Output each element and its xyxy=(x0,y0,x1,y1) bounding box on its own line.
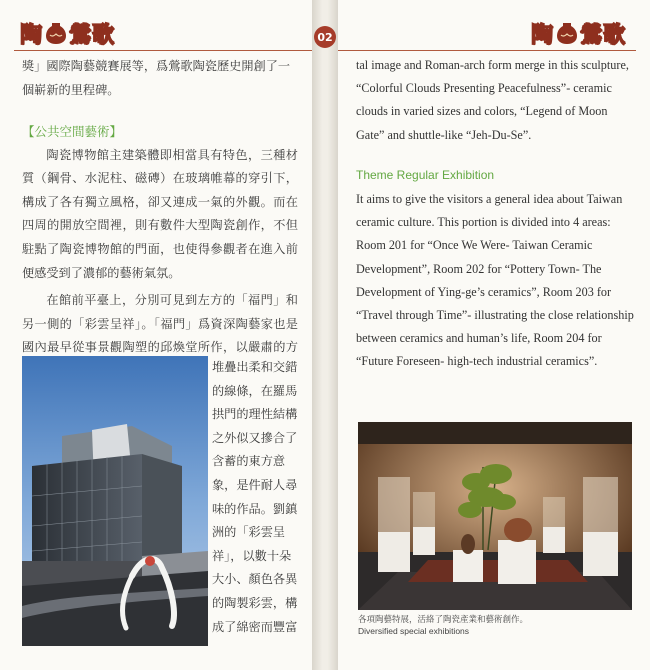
intro-line: 個嶄新的里程碑。 xyxy=(22,82,120,97)
wrap-line: 祥」，以數十朵 xyxy=(212,548,292,563)
header-divider xyxy=(14,50,312,51)
wrap-line: 象，是件耐人尋 xyxy=(212,477,298,492)
section-title-theme: Theme Regular Exhibition xyxy=(356,168,495,182)
wrap-line: 的線條，在羅馬 xyxy=(212,383,298,398)
wrap-line: 味的作品。劉鎮 xyxy=(212,501,298,516)
page-number: 02 xyxy=(314,26,336,48)
wrap-line: 大小、顏色各異 xyxy=(212,572,298,587)
wrapped-text xyxy=(212,356,298,639)
header-divider xyxy=(338,50,636,51)
wrap-line: 之外似又摻合了 xyxy=(212,430,298,445)
photo-caption-zh: 各項陶藝特展，活絡了陶瓷產業和藝術創作。 xyxy=(358,615,529,625)
intro-text xyxy=(22,55,298,102)
paragraph-gates: 在館前平臺上，分別可見到左方的「福門」和另一側的「彩雲呈祥」。「福門」爲資深陶藝家也是國內最早從事景觀陶塑的邱煥堂所作，以嚴肅的方 xyxy=(22,293,298,355)
pottery-vase-icon xyxy=(45,21,67,45)
photo-caption-en: Diversified special exhibitions xyxy=(358,626,470,636)
brand-chars: 鶯歌 xyxy=(579,21,626,48)
brand-char: 陶 xyxy=(530,21,554,48)
brand-header-right xyxy=(531,16,626,50)
wrap-line: 洲的「彩雲呈 xyxy=(212,525,286,540)
wrap-line: 含蓄的東方意 xyxy=(212,454,286,469)
section-title: 【公共空間藝術】 xyxy=(22,124,123,139)
museum-building-photo xyxy=(22,356,208,646)
paragraph-building: 陶瓷博物館主建築體即相當具有特色，三種材質（鋼骨、水泥柱、磁磚）在玻璃帷幕的穿引下，構成了各有獨立風格，卻又連成一氣的外觀。而在四周的開放空間裡，則有數件大型陶瓷創作，不但駐點了陶瓷博物館的門面，也使得參觀者在進入前便感受到了濃郁的藝術氣氛。 xyxy=(22,147,298,280)
exhibition-hall-photo xyxy=(358,422,632,610)
wrap-line: 拱門的理性結構 xyxy=(212,407,298,422)
wrap-line: 堆疊出柔和交錯 xyxy=(212,360,298,374)
wrap-line: 成了綿密而豐富 xyxy=(212,619,298,634)
right-page xyxy=(338,0,650,670)
pottery-vase-icon xyxy=(556,21,578,45)
intro-english: tal image and Roman-arch form merge in this sculpture, “Colorful Clouds Presenting Peacefulness”- ceramic clouds in varied sizes and colors, “Legend of Moon Gate” and shuttle-like “Jeh-Du-Se”. xyxy=(356,58,629,142)
brand-chars: 鶯歌 xyxy=(69,21,116,48)
left-page xyxy=(0,0,312,670)
wrap-line: 的陶製彩雲，構 xyxy=(212,595,298,610)
brand-header-left xyxy=(20,16,115,50)
theme-body: It aims to give the visitors a general idea about Taiwan ceramic culture. This portion is divided into 4 areas: Room 201 for “Once We Were- Taiwan Ceramic Development”, Room 202 for “Pottery Town- The Development of Ying-ge’s ceramics”, Room 203 for “Travel through Time”- illustrating the close relationship between ceramics and human’s life, Room 204 for “Future Foreseen- high-tech industrial ceramics”. xyxy=(356,192,634,369)
book-gutter xyxy=(312,0,338,670)
section-public-art xyxy=(22,120,298,384)
intro-line: 獎」國際陶藝競賽展等，爲鶯歌陶瓷歷史開創了一 xyxy=(22,59,291,73)
brand-char: 陶 xyxy=(20,21,44,48)
